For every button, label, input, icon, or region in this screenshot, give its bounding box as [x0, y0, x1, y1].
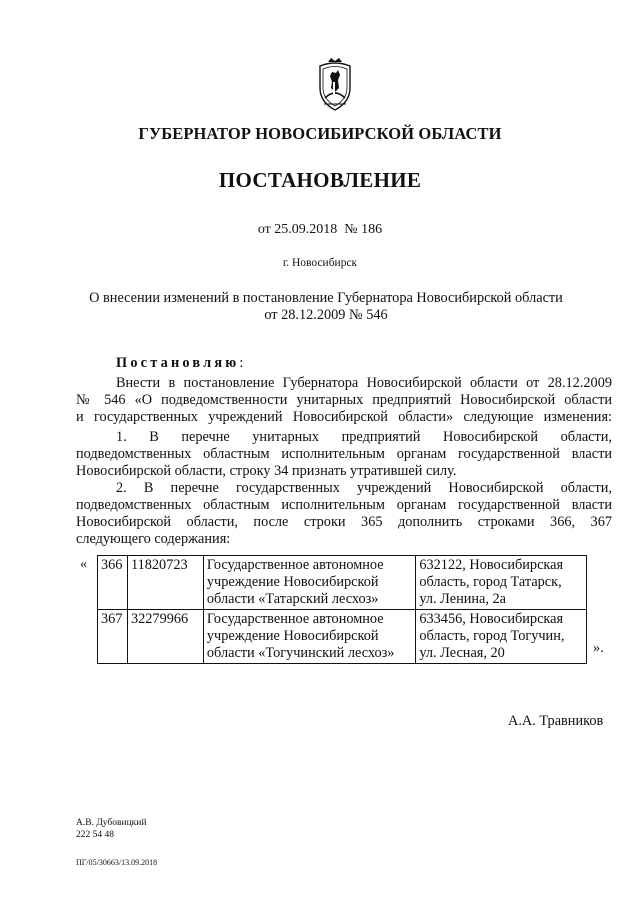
- row-number-cell: 367: [98, 610, 128, 664]
- cell-line: ул. Ленина, 2а: [419, 591, 507, 607]
- paragraph-line: подведомственных областным исполнительным органам государственной власти: [76, 497, 612, 513]
- subject-line: О внесении изменений в постановление Губернатора Новосибирской области: [89, 290, 563, 306]
- date-number-line: [0, 222, 640, 238]
- row-code-cell: 11820723: [127, 556, 203, 610]
- executor-phone: 222 54 48: [76, 830, 114, 840]
- document-date: 25.09.2018: [274, 222, 338, 237]
- paragraph-1: [76, 375, 612, 426]
- number-prefix: №: [344, 222, 358, 237]
- row-address-cell: [416, 556, 587, 610]
- cell-line: область, город Тогучин,: [419, 628, 565, 644]
- table-row: [98, 556, 587, 610]
- row-number-cell: 366: [98, 556, 128, 610]
- paragraph-line: 1. В перечне унитарных предприятий Новосибирской области,: [116, 429, 612, 445]
- row-name-cell: [203, 610, 415, 664]
- cell-line: области «Тогучинский лесхоз»: [206, 645, 395, 661]
- paragraph-text: Внести в постановление Губернатора Новосибирской области от: [116, 375, 548, 391]
- coat-of-arms-icon: [314, 58, 356, 112]
- resolve-line: [76, 355, 612, 372]
- resolve-word: Постановляю: [116, 355, 240, 371]
- row-name-cell: [203, 556, 415, 610]
- cell-line: области «Татарский лесхоз»: [206, 591, 379, 607]
- resolve-colon: :: [239, 355, 244, 371]
- cell-line: учреждение Новосибирской: [206, 574, 379, 590]
- signature-name: А.А. Травников: [508, 713, 604, 729]
- paragraph-line: Новосибирской области, после строки 365 дополнить строками 366, 367: [76, 514, 612, 530]
- cell-line: 633456, Новосибирская: [419, 611, 564, 627]
- city-line: г. Новосибирск: [282, 257, 358, 269]
- document-type-title: ПОСТАНОВЛЕНИЕ: [218, 168, 422, 192]
- table-row: [98, 610, 587, 664]
- paragraph-line: Новосибирской области, строку 34 признать утратившей силу.: [76, 463, 457, 479]
- governor-heading: ГУБЕРНАТОР НОВОСИБИРСКОЙ ОБЛАСТИ: [138, 124, 502, 143]
- document-reference: ПГ/05/30663/13.09.2018: [76, 858, 158, 867]
- paragraph-line: и государственных учреждений Новосибирской области» следующие изменения:: [76, 409, 612, 425]
- paragraph-date: 28.12.2009: [547, 375, 612, 391]
- document-number: 186: [361, 222, 383, 237]
- row-address-cell: [416, 610, 587, 664]
- paragraph-3: [76, 480, 612, 548]
- row-code-cell: 32279966: [127, 610, 203, 664]
- paragraph-line: [76, 375, 612, 392]
- date-prefix: от: [257, 222, 271, 237]
- open-quote: «: [80, 556, 88, 572]
- paragraph-line: 2. В перечне государственных учреждений Новосибирской области,: [116, 480, 612, 496]
- cell-line: область, город Татарск,: [419, 574, 562, 590]
- cell-line: Государственное автономное: [206, 611, 384, 627]
- close-quote: ».: [593, 640, 604, 656]
- paragraph-line: № 546 «О подведомственности унитарных предприятий Новосибирской области: [76, 392, 612, 408]
- executor-name: А.В. Дубовицкий: [76, 818, 147, 828]
- cell-line: 632122, Новосибирская: [419, 557, 564, 573]
- cell-line: Государственное автономное: [206, 557, 384, 573]
- institutions-table: [97, 555, 587, 664]
- subject-line: от 28.12.2009 № 546: [264, 307, 388, 323]
- paragraph-2: [76, 429, 612, 480]
- document-subject: [60, 290, 592, 324]
- cell-line: учреждение Новосибирской: [206, 628, 379, 644]
- cell-line: ул. Лесная, 20: [419, 645, 505, 661]
- paragraph-line: подведомственных областным исполнительным органам государственной власти: [76, 446, 612, 462]
- paragraph-line: следующего содержания:: [76, 531, 231, 547]
